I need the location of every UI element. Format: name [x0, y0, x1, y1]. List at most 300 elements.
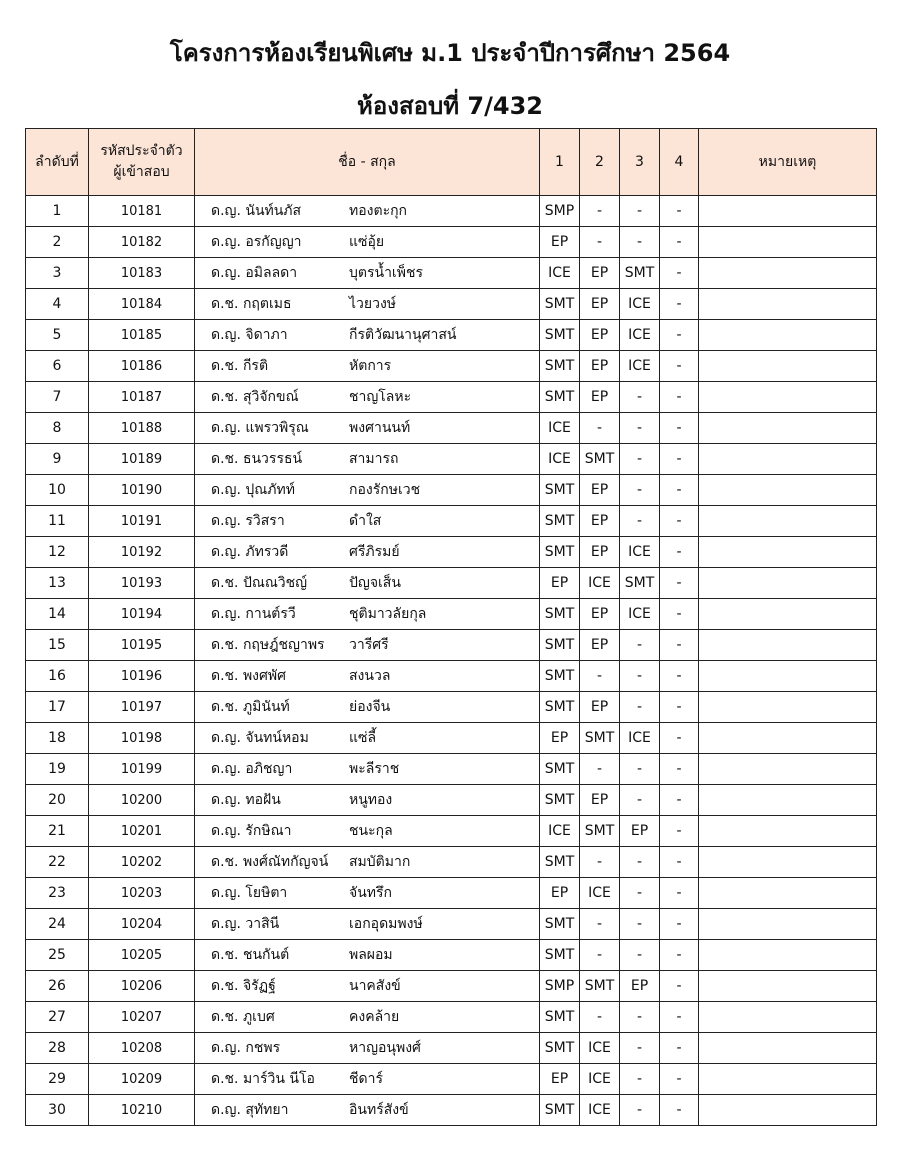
first-name: ด.ญ. ภัทรวดี: [211, 544, 289, 560]
last-name: ดำใส: [349, 513, 382, 529]
choice-1: SMT: [540, 630, 580, 661]
choice-3: -: [620, 785, 660, 816]
row-no: 21: [26, 816, 89, 847]
choice-4: -: [660, 289, 699, 320]
choice-4: -: [660, 196, 699, 227]
candidate-name: [195, 940, 540, 971]
row-no: 2: [26, 227, 89, 258]
first-name: ด.ญ. ปุณภัทท์: [211, 482, 295, 498]
candidate-id: 10206: [89, 971, 195, 1002]
last-name: หนูทอง: [349, 792, 393, 808]
last-name: นาคสังข์: [349, 978, 401, 994]
candidate-name: [195, 599, 540, 630]
exam-room-subtitle: ห้องสอบที่ 7/432: [357, 92, 543, 120]
remark-cell: [699, 537, 877, 568]
table-row: [26, 723, 877, 754]
choice-2: ICE: [580, 1095, 620, 1126]
candidate-name: [195, 537, 540, 568]
table-row: [26, 444, 877, 475]
table-row: [26, 692, 877, 723]
choice-4: -: [660, 413, 699, 444]
candidate-name: [195, 878, 540, 909]
header-name: ชื่อ - สกุล: [195, 129, 540, 196]
last-name: กีรติวัฒนานุศาสน์: [349, 327, 457, 343]
choice-4: -: [660, 971, 699, 1002]
row-no: 25: [26, 940, 89, 971]
choice-3: EP: [620, 816, 660, 847]
candidate-id: 10190: [89, 475, 195, 506]
candidate-id: 10197: [89, 692, 195, 723]
candidate-id: 10188: [89, 413, 195, 444]
candidate-id: 10186: [89, 351, 195, 382]
first-name: ด.ช. ภูมินันท์: [211, 699, 290, 715]
row-no: 6: [26, 351, 89, 382]
choice-1: SMT: [540, 692, 580, 723]
choice-3: -: [620, 940, 660, 971]
choice-3: -: [620, 413, 660, 444]
first-name: ด.ญ. อภิชญา: [211, 761, 293, 777]
choice-1: ICE: [540, 816, 580, 847]
choice-3: -: [620, 1033, 660, 1064]
header-candidate-id-line1: รหัสประจำตัว: [100, 143, 183, 159]
last-name: หัตการ: [349, 358, 392, 374]
choice-4: -: [660, 227, 699, 258]
last-name: กองรักษเวช: [349, 482, 421, 498]
row-no: 9: [26, 444, 89, 475]
table-row: [26, 475, 877, 506]
candidate-name: [195, 382, 540, 413]
row-no: 18: [26, 723, 89, 754]
choice-3: ICE: [620, 599, 660, 630]
choice-1: SMT: [540, 320, 580, 351]
choice-3: -: [620, 1095, 660, 1126]
choice-2: EP: [580, 475, 620, 506]
candidate-id: 10185: [89, 320, 195, 351]
remark-cell: [699, 382, 877, 413]
table-row: [26, 909, 877, 940]
choice-3: -: [620, 847, 660, 878]
row-no: 13: [26, 568, 89, 599]
choice-3: -: [620, 382, 660, 413]
table-row: [26, 1064, 877, 1095]
candidate-name: [195, 1064, 540, 1095]
remark-cell: [699, 289, 877, 320]
candidate-id: 10183: [89, 258, 195, 289]
choice-3: -: [620, 196, 660, 227]
remark-cell: [699, 692, 877, 723]
table-row: [26, 506, 877, 537]
candidate-name: [195, 320, 540, 351]
last-name: แซ่ลี้: [349, 730, 377, 746]
candidate-id: 10184: [89, 289, 195, 320]
choice-2: ICE: [580, 568, 620, 599]
table-row: [26, 847, 877, 878]
candidate-name: [195, 816, 540, 847]
choice-4: -: [660, 816, 699, 847]
table-row: [26, 785, 877, 816]
choice-1: ICE: [540, 258, 580, 289]
remark-cell: [699, 816, 877, 847]
first-name: ด.ญ. โยษิตา: [211, 885, 288, 901]
candidate-name: [195, 909, 540, 940]
header-choice-2: 2: [580, 129, 620, 196]
candidate-id: 10208: [89, 1033, 195, 1064]
first-name: ด.ช. พงศพัศ: [211, 668, 287, 684]
header-choice-1: 1: [540, 129, 580, 196]
remark-cell: [699, 444, 877, 475]
candidate-id: 10194: [89, 599, 195, 630]
table-row: [26, 196, 877, 227]
choice-2: EP: [580, 351, 620, 382]
candidate-id: 10201: [89, 816, 195, 847]
table-row: [26, 568, 877, 599]
choice-3: -: [620, 1064, 660, 1095]
candidate-name: [195, 630, 540, 661]
first-name: ด.ญ. นันท์นภัส: [211, 203, 302, 219]
table-row: [26, 537, 877, 568]
choice-4: -: [660, 692, 699, 723]
candidate-name: [195, 568, 540, 599]
remark-cell: [699, 599, 877, 630]
header-remark: หมายเหตุ: [699, 129, 877, 196]
last-name: พลผอม: [349, 947, 393, 963]
table-row: [26, 754, 877, 785]
table-row: [26, 940, 877, 971]
candidate-name: [195, 289, 540, 320]
row-no: 14: [26, 599, 89, 630]
last-name: บุตรน้ำเพ็ชร: [349, 265, 423, 281]
choice-4: -: [660, 320, 699, 351]
choice-4: -: [660, 537, 699, 568]
first-name: ด.ช. สุวิจักขณ์: [211, 389, 299, 405]
choice-3: -: [620, 227, 660, 258]
last-name: เอกอุดมพงษ์: [349, 916, 423, 932]
choice-2: SMT: [580, 723, 620, 754]
remark-cell: [699, 1064, 877, 1095]
choice-4: -: [660, 1033, 699, 1064]
choice-1: EP: [540, 227, 580, 258]
table-row: [26, 1095, 877, 1126]
header-candidate-id: [89, 129, 195, 196]
choice-3: -: [620, 754, 660, 785]
choice-3: EP: [620, 971, 660, 1002]
remark-cell: [699, 506, 877, 537]
header-candidate-id-line2: ผู้เข้าสอบ: [113, 164, 170, 180]
row-no: 17: [26, 692, 89, 723]
last-name: สงนวล: [349, 668, 391, 684]
choice-1: SMT: [540, 1095, 580, 1126]
choice-2: ICE: [580, 1064, 620, 1095]
remark-cell: [699, 351, 877, 382]
choice-1: EP: [540, 1064, 580, 1095]
candidate-id: 10193: [89, 568, 195, 599]
remark-cell: [699, 661, 877, 692]
choice-1: EP: [540, 568, 580, 599]
choice-3: -: [620, 444, 660, 475]
row-no: 5: [26, 320, 89, 351]
header-choice-3: 3: [620, 129, 660, 196]
table-row: [26, 1002, 877, 1033]
candidate-id: 10207: [89, 1002, 195, 1033]
last-name: อินทร์สังข์: [349, 1102, 409, 1118]
choice-1: SMT: [540, 661, 580, 692]
choice-2: -: [580, 754, 620, 785]
choice-3: ICE: [620, 289, 660, 320]
first-name: ด.ญ. จิดาภา: [211, 327, 288, 343]
last-name: ชุติมาวลัยกุล: [349, 606, 427, 622]
row-no: 8: [26, 413, 89, 444]
choice-4: -: [660, 258, 699, 289]
table-row: [26, 351, 877, 382]
last-name: จันทรึก: [349, 885, 392, 901]
table-row: [26, 599, 877, 630]
last-name: ย่องจีน: [349, 699, 391, 715]
row-no: 7: [26, 382, 89, 413]
candidate-name: [195, 351, 540, 382]
candidate-id: 10191: [89, 506, 195, 537]
choice-2: EP: [580, 599, 620, 630]
choice-3: -: [620, 630, 660, 661]
choice-4: -: [660, 382, 699, 413]
choice-2: -: [580, 196, 620, 227]
candidate-name: [195, 196, 540, 227]
candidate-id: 10202: [89, 847, 195, 878]
candidate-id: 10200: [89, 785, 195, 816]
choice-3: -: [620, 878, 660, 909]
remark-cell: [699, 754, 877, 785]
choice-1: SMT: [540, 1033, 580, 1064]
choice-1: SMP: [540, 971, 580, 1002]
first-name: ด.ช. ชนกันต์: [211, 947, 290, 963]
table-row: [26, 661, 877, 692]
row-no: 1: [26, 196, 89, 227]
first-name: ด.ญ. แพรวพิรุณ: [211, 420, 309, 436]
exam-roster-table: [25, 128, 877, 1126]
header-choice-4: 4: [660, 129, 699, 196]
candidate-name: [195, 847, 540, 878]
table-row: [26, 878, 877, 909]
table-row: [26, 320, 877, 351]
candidate-id: 10209: [89, 1064, 195, 1095]
choice-3: -: [620, 661, 660, 692]
choice-1: EP: [540, 723, 580, 754]
choice-2: EP: [580, 320, 620, 351]
remark-cell: [699, 785, 877, 816]
candidate-id: 10210: [89, 1095, 195, 1126]
choice-2: EP: [580, 537, 620, 568]
first-name: ด.ญ. อมิลลดา: [211, 265, 298, 281]
choice-3: -: [620, 475, 660, 506]
choice-2: SMT: [580, 816, 620, 847]
remark-cell: [699, 196, 877, 227]
choice-2: SMT: [580, 444, 620, 475]
choice-1: SMT: [540, 940, 580, 971]
choice-2: -: [580, 227, 620, 258]
choice-3: SMT: [620, 568, 660, 599]
table-row: [26, 971, 877, 1002]
row-no: 11: [26, 506, 89, 537]
last-name: ไวยวงษ์: [349, 296, 397, 312]
row-no: 28: [26, 1033, 89, 1064]
candidate-id: 10182: [89, 227, 195, 258]
choice-1: SMT: [540, 847, 580, 878]
candidate-name: [195, 785, 540, 816]
choice-1: SMT: [540, 599, 580, 630]
candidate-id: 10205: [89, 940, 195, 971]
choice-2: -: [580, 413, 620, 444]
choice-3: -: [620, 1002, 660, 1033]
choice-2: -: [580, 909, 620, 940]
remark-cell: [699, 320, 877, 351]
choice-4: -: [660, 599, 699, 630]
first-name: ด.ช. ธนวรรธน์: [211, 451, 303, 467]
choice-2: EP: [580, 382, 620, 413]
candidate-id: 10189: [89, 444, 195, 475]
remark-cell: [699, 1095, 877, 1126]
candidate-name: [195, 1095, 540, 1126]
table-body: [26, 196, 877, 1126]
choice-4: -: [660, 1095, 699, 1126]
remark-cell: [699, 1002, 877, 1033]
row-no: 16: [26, 661, 89, 692]
candidate-id: 10204: [89, 909, 195, 940]
choice-1: SMT: [540, 537, 580, 568]
candidate-name: [195, 506, 540, 537]
choice-1: SMT: [540, 289, 580, 320]
remark-cell: [699, 1033, 877, 1064]
first-name: ด.ช. จิรัฏฐ์: [211, 978, 276, 994]
first-name: ด.ญ. ทอฝัน: [211, 792, 281, 808]
remark-cell: [699, 227, 877, 258]
choice-4: -: [660, 351, 699, 382]
candidate-name: [195, 754, 540, 785]
remark-cell: [699, 568, 877, 599]
first-name: ด.ช. ภูเบศ: [211, 1009, 275, 1025]
candidate-id: 10203: [89, 878, 195, 909]
last-name: ปัญจเส็น: [349, 575, 401, 591]
candidate-id: 10196: [89, 661, 195, 692]
choice-4: -: [660, 878, 699, 909]
first-name: ด.ช. กีรติ: [211, 358, 269, 374]
table-row: [26, 382, 877, 413]
choice-2: EP: [580, 630, 620, 661]
table-row: [26, 413, 877, 444]
choice-2: EP: [580, 785, 620, 816]
candidate-name: [195, 475, 540, 506]
choice-3: ICE: [620, 723, 660, 754]
row-no: 12: [26, 537, 89, 568]
choice-1: ICE: [540, 413, 580, 444]
choice-1: SMT: [540, 909, 580, 940]
row-no: 23: [26, 878, 89, 909]
table-row: [26, 630, 877, 661]
document-title: โครงการห้องเรียนพิเศษ ม.1 ประจำปีการศึกษา 2564: [169, 39, 731, 67]
choice-3: -: [620, 506, 660, 537]
table-row: [26, 258, 877, 289]
choice-2: -: [580, 661, 620, 692]
remark-cell: [699, 630, 877, 661]
last-name: คงคล้าย: [349, 1009, 400, 1025]
choice-1: SMT: [540, 382, 580, 413]
choice-1: SMT: [540, 351, 580, 382]
choice-1: SMT: [540, 1002, 580, 1033]
first-name: ด.ญ. อรกัญญา: [211, 234, 302, 250]
candidate-id: 10192: [89, 537, 195, 568]
choice-4: -: [660, 754, 699, 785]
row-no: 22: [26, 847, 89, 878]
row-no: 19: [26, 754, 89, 785]
choice-2: -: [580, 847, 620, 878]
choice-3: -: [620, 692, 660, 723]
candidate-name: [195, 692, 540, 723]
last-name: แซ่อุ้ย: [349, 234, 385, 250]
candidate-name: [195, 227, 540, 258]
remark-cell: [699, 475, 877, 506]
candidate-name: [195, 723, 540, 754]
remark-cell: [699, 971, 877, 1002]
first-name: ด.ญ. กชพร: [211, 1040, 281, 1056]
row-no: 4: [26, 289, 89, 320]
last-name: สมบัติมาก: [349, 854, 411, 870]
candidate-name: [195, 413, 540, 444]
last-name: สามารถ: [349, 451, 399, 467]
candidate-id: 10187: [89, 382, 195, 413]
choice-4: -: [660, 630, 699, 661]
row-no: 27: [26, 1002, 89, 1033]
remark-cell: [699, 847, 877, 878]
choice-2: ICE: [580, 878, 620, 909]
candidate-id: 10195: [89, 630, 195, 661]
table-row: [26, 289, 877, 320]
choice-4: -: [660, 1064, 699, 1095]
row-no: 3: [26, 258, 89, 289]
last-name: ชีดาร์: [349, 1071, 383, 1087]
row-no: 29: [26, 1064, 89, 1095]
candidate-name: [195, 444, 540, 475]
first-name: ด.ญ. กานต์รวี: [211, 606, 296, 622]
candidate-name: [195, 258, 540, 289]
choice-4: -: [660, 444, 699, 475]
table-header-row: [26, 129, 877, 196]
choice-1: SMT: [540, 506, 580, 537]
last-name: พงศานนท์: [349, 420, 411, 436]
table-row: [26, 816, 877, 847]
choice-2: -: [580, 1002, 620, 1033]
row-no: 30: [26, 1095, 89, 1126]
header-no: ลำดับที่: [26, 129, 89, 196]
candidate-id: 10181: [89, 196, 195, 227]
candidate-name: [195, 971, 540, 1002]
choice-4: -: [660, 661, 699, 692]
choice-2: EP: [580, 692, 620, 723]
remark-cell: [699, 723, 877, 754]
first-name: ด.ช. ปัณณวิชญ์: [211, 575, 308, 591]
choice-3: -: [620, 909, 660, 940]
last-name: หาญอนุพงศ์: [349, 1040, 421, 1056]
choice-1: SMT: [540, 754, 580, 785]
choice-1: SMT: [540, 475, 580, 506]
choice-4: -: [660, 785, 699, 816]
first-name: ด.ญ. รวิสรา: [211, 513, 285, 529]
candidate-id: 10198: [89, 723, 195, 754]
choice-2: EP: [580, 289, 620, 320]
table-row: [26, 227, 877, 258]
choice-2: EP: [580, 506, 620, 537]
last-name: ชาญโลหะ: [349, 389, 412, 405]
choice-2: EP: [580, 258, 620, 289]
last-name: ชนะกุล: [349, 823, 393, 839]
row-no: 24: [26, 909, 89, 940]
